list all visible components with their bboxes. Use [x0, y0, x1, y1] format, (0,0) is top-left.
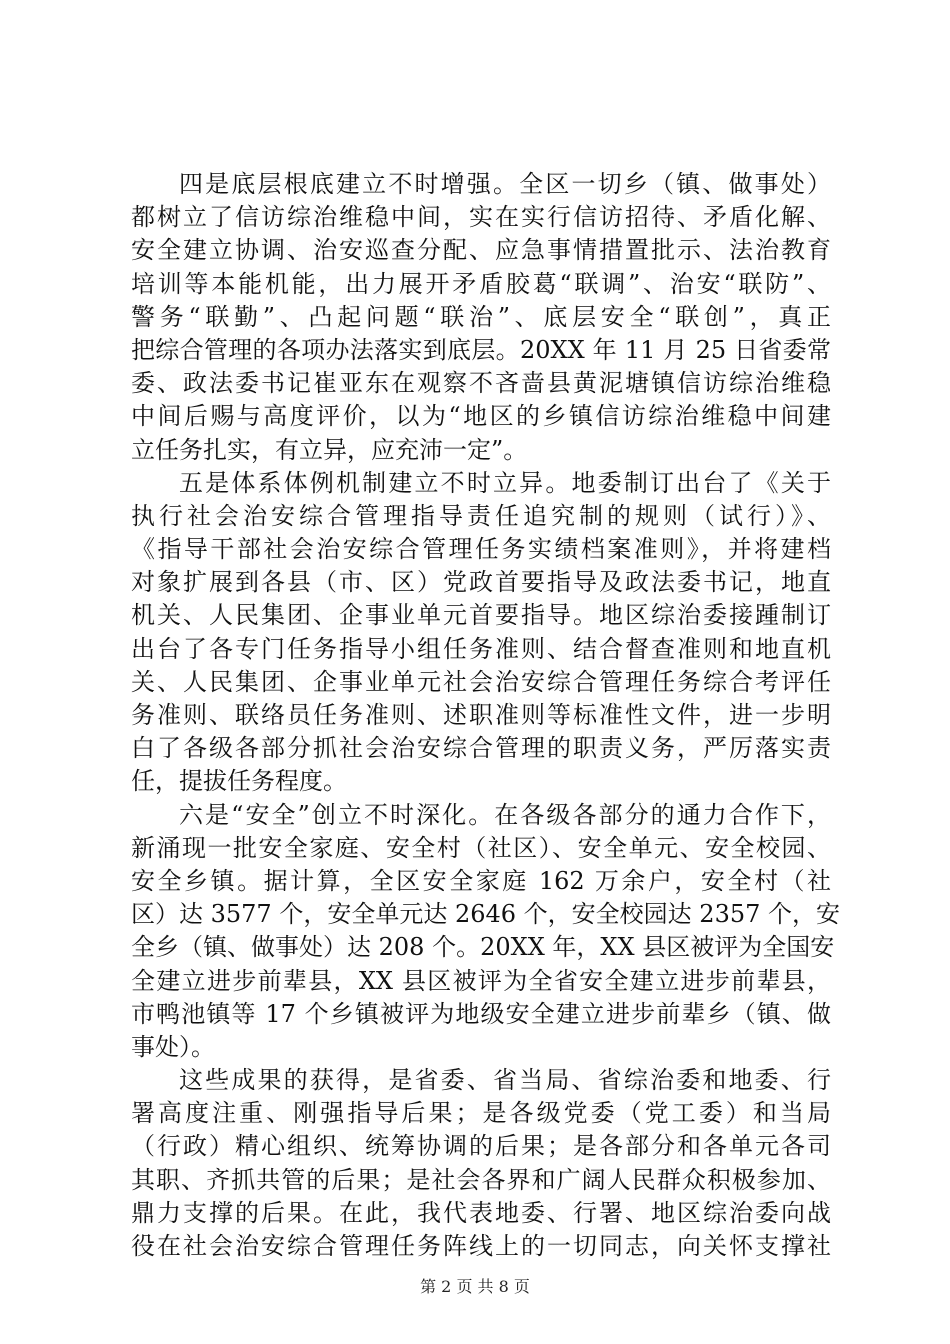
- text-line: 白了各级各部分抓社会治安综合管理的职责义务，严厉落实责: [131, 734, 831, 763]
- text-line: （行政）精心组织、统筹协调的后果；是各部分和各单元各司: [131, 1132, 831, 1161]
- page-footer: 第 2 页 共 8 页: [420, 1277, 530, 1296]
- text-line: 区）达 3577 个，安全单元达 2646 个，安全校园达 2357 个，安: [131, 900, 841, 929]
- text-line: 培训等本能机能，出力展开矛盾胶葛“联调”、治安“联防”、: [131, 269, 831, 298]
- text-line: 委、政法委书记崔亚东在观察不吝啬县黄泥塘镇信访综治维稳: [131, 369, 831, 398]
- body-text: [131, 168, 841, 1263]
- text-line: 任，提拔任务程度。: [131, 767, 347, 796]
- text-line: 安全乡镇。据计算，全区安全家庭 162 万余户，安全村（社: [131, 866, 831, 895]
- paragraph: [131, 467, 831, 799]
- paragraph: [131, 1064, 831, 1263]
- text-line: 务准则、联络员任务准则、述职准则等标准性文件，进一步明: [131, 701, 831, 729]
- text-line: 这些成果的获得，是省委、省当局、省综治委和地委、行: [179, 1066, 831, 1095]
- text-line: 出台了各专门任务指导小组任务准则、结合督查准则和地直机: [131, 634, 831, 663]
- text-line: 市鸭池镇等 17 个乡镇被评为地级安全建立进步前辈乡（镇、做: [131, 999, 831, 1028]
- paragraph: [131, 168, 831, 467]
- text-line: 五是体系体例机制建立不时立异。地委制订出台了《关于: [179, 468, 831, 497]
- text-line: 《指导干部社会治安综合管理任务实绩档案准则》，并将建档: [131, 535, 831, 564]
- text-line: 安全建立协调、治安巡查分配、应急事情措置批示、法治教育: [131, 236, 831, 265]
- text-line: 四是底层根底建立不时增强。全区一切乡（镇、做事处）: [179, 170, 831, 198]
- text-line: 其职、齐抓共管的后果；是社会各界和广阔人民群众积极参加、: [131, 1165, 831, 1194]
- text-line: 对象扩展到各县（市、区）党政首要指导及政法委书记，地直: [131, 568, 831, 597]
- text-line: 役在社会治安综合管理任务阵线上的一切同志，向关怀支撑社: [131, 1232, 831, 1260]
- text-line: 署高度注重、刚强指导后果；是各级党委（党工委）和当局: [131, 1099, 831, 1128]
- text-line: 把综合管理的各项办法落实到底层。20XX 年 11 月 25 日省委常: [131, 335, 831, 364]
- text-line: 鼎力支撑的后果。在此，我代表地委、行署、地区综治委向战: [131, 1198, 831, 1227]
- text-line: 全乡（镇、做事处）达 208 个。20XX 年，XX 县区被评为全国安: [131, 933, 835, 962]
- text-line: 警务“联勤”、凸起问题“联治”、底层安全“联创”，真正: [131, 302, 831, 331]
- text-line: 关、人民集团、企事业单元社会治安综合管理任务综合考评任: [131, 667, 831, 696]
- text-line: 执行社会治安综合管理指导责任追究制的规则（试行）》、: [131, 501, 831, 530]
- text-line: 都树立了信访综治维稳中间，实在实行信访招待、矛盾化解、: [131, 203, 831, 232]
- text-line: 全建立进步前辈县，XX 县区被评为全省安全建立进步前辈县，: [131, 966, 831, 995]
- text-line: 机关、人民集团、企事业单元首要指导。地区综治委接踵制订: [131, 601, 831, 630]
- text-line: 六是“安全”创立不时深化。在各级各部分的通力合作下，: [179, 800, 831, 829]
- text-line: 中间后赐与高度评价，以为“地区的乡镇信访综治维稳中间建: [131, 402, 831, 431]
- text-line: 立任务扎实，有立异，应充沛一定”。: [131, 435, 528, 464]
- text-line: 新涌现一批安全家庭、安全村（社区）、安全单元、安全校园、: [131, 833, 831, 862]
- paragraph: [131, 799, 841, 1065]
- text-line: 事处）。: [131, 1032, 215, 1061]
